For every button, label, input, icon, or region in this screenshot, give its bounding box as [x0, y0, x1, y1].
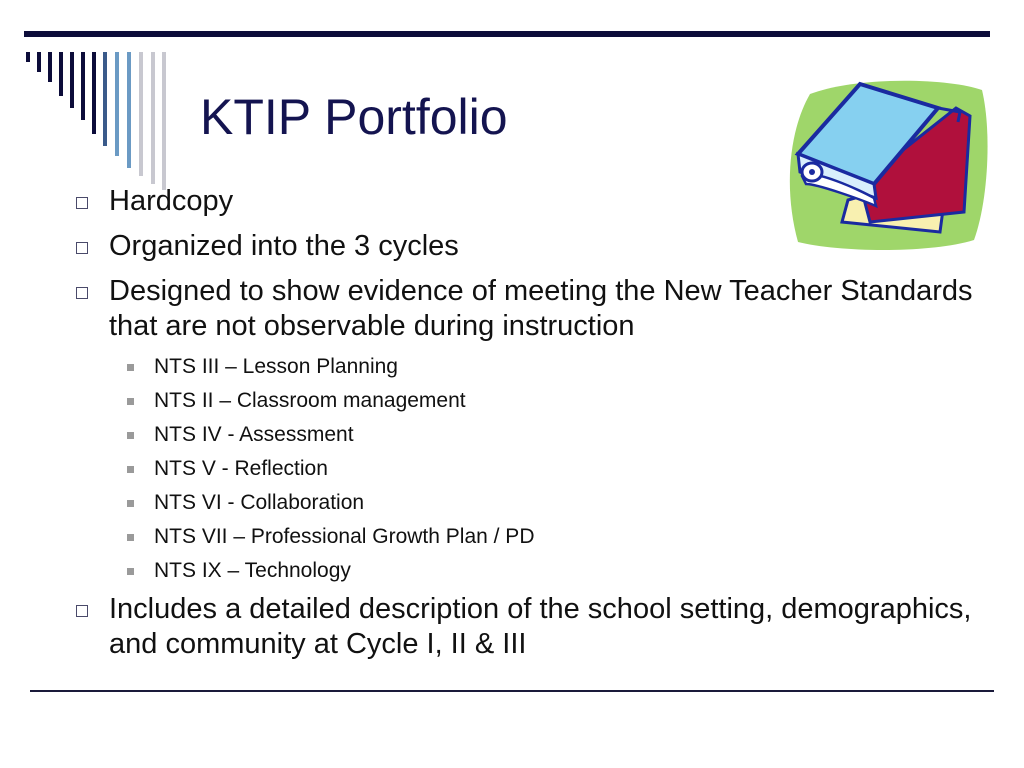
sub-bullet-list [72, 350, 982, 588]
sub-bullet-text: NTS IV - Assessment [154, 423, 354, 446]
sub-bullet-item [72, 418, 982, 452]
hollow-square-bullet-icon [76, 197, 88, 209]
bullet-text: Organized into the 3 cycles [109, 230, 459, 262]
gray-square-bullet-icon [127, 398, 134, 405]
sub-bullet-text: NTS IX – Technology [154, 559, 351, 582]
sub-bullet-text: NTS VII – Professional Growth Plan / PD [154, 525, 535, 548]
decorative-stripes [0, 0, 170, 190]
bullet-text: Designed to show evidence of meeting the New Teacher Standards that are not observable during instruction [109, 275, 973, 342]
sub-bullet-text: NTS II – Classroom management [154, 389, 466, 412]
bullet-item [72, 274, 982, 344]
hollow-square-bullet-icon [76, 605, 88, 617]
sub-bullet-item [72, 554, 982, 588]
sub-bullet-item [72, 350, 982, 384]
bullet-text: Hardcopy [109, 185, 234, 217]
sub-bullet-text: NTS VI - Collaboration [154, 491, 365, 514]
sub-bullet-item [72, 452, 982, 486]
bullet-list [72, 184, 982, 662]
bullet-text: Includes a detailed description of the school setting, demographics, and community at Cycle I, II & III [109, 593, 972, 660]
bullet-item [72, 184, 982, 219]
hollow-square-bullet-icon [76, 242, 88, 254]
gray-square-bullet-icon [127, 568, 134, 575]
slide-title: KTIP Portfolio [200, 89, 508, 145]
sub-bullet-text: NTS III – Lesson Planning [154, 355, 398, 378]
gray-square-bullet-icon [127, 534, 134, 541]
bullet-item [72, 592, 982, 662]
gray-square-bullet-icon [127, 500, 134, 507]
sub-bullet-text: NTS V - Reflection [154, 457, 328, 480]
gray-square-bullet-icon [127, 432, 134, 439]
sub-bullet-item [72, 384, 982, 418]
hollow-square-bullet-icon [76, 287, 88, 299]
bullet-item [72, 229, 982, 264]
sub-bullet-item [72, 486, 982, 520]
bottom-divider-rule [30, 690, 994, 692]
gray-square-bullet-icon [127, 466, 134, 473]
gray-square-bullet-icon [127, 364, 134, 371]
sub-bullet-item [72, 520, 982, 554]
